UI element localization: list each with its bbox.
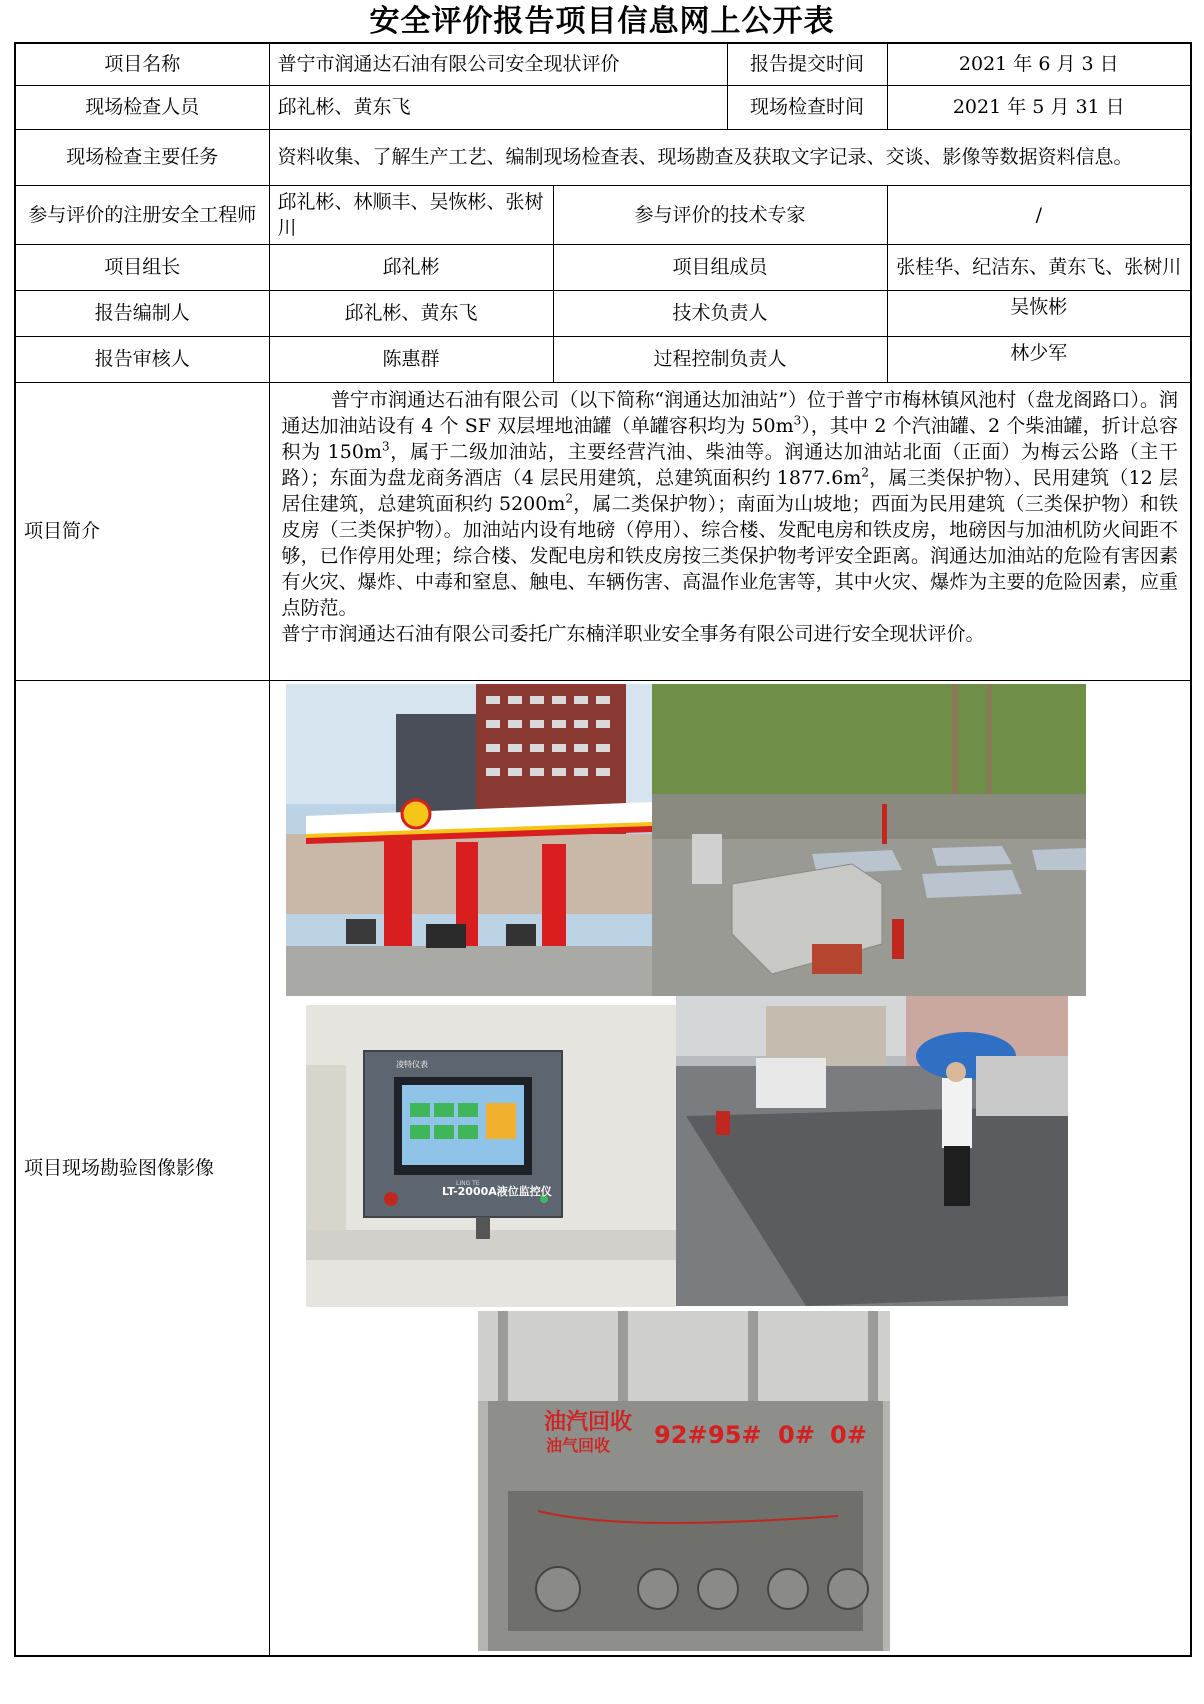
project-name-label: 项目名称: [15, 43, 269, 85]
well-label-1b: 油气回收: [545, 1435, 610, 1455]
photos-cell: [269, 680, 1191, 1656]
well-label-3: 95#: [707, 1420, 762, 1449]
info-table: [14, 42, 1192, 1657]
monitor-brand-text: 凌特仪表: [395, 1059, 428, 1069]
monitor-sub-text: LING TE: [455, 1179, 480, 1187]
photo-inspector: [676, 996, 1068, 1306]
leader-value: 邱礼彬: [269, 244, 553, 290]
submit-time-label: 报告提交时间: [727, 43, 887, 85]
inspect-time-label: 现场检查时间: [727, 85, 887, 129]
inspect-time-value: 2021 年 5 月 31 日: [887, 85, 1191, 129]
tech-lead-label: 技术负责人: [553, 290, 887, 336]
photo-level-monitor: [306, 1005, 676, 1307]
well-label-5: 0#: [829, 1420, 867, 1449]
engineers-label: 参与评价的注册安全工程师: [15, 185, 269, 244]
inspectors-label: 现场检查人员: [15, 85, 269, 129]
photo-station-canopy: [286, 684, 652, 996]
intro-paragraph-2: 普宁市润通达石油有限公司委托广东楠洋职业安全事务有限公司进行安全现状评价。: [281, 622, 985, 645]
process-lead-value: 林少军: [887, 336, 1191, 382]
compiler-label: 报告编制人: [15, 290, 269, 336]
monitor-model-text: LT-2000A液位监控仪: [441, 1184, 552, 1198]
inspectors-value: 邱礼彬、黄东飞: [269, 85, 727, 129]
engineers-value: 邱礼彬、林顺丰、吴恢彬、张树川: [269, 185, 553, 244]
members-value: 张桂华、纪洁东、黄东飞、张树川: [887, 244, 1191, 290]
tasks-value: 资料收集、了解生产工艺、编制现场检查表、现场勘查及获取文字记录、交谈、影像等数据资料信息。: [269, 129, 1191, 185]
reviewer-value: 陈惠群: [269, 336, 553, 382]
tasks-label: 现场检查主要任务: [15, 129, 269, 185]
submit-time-value: 2021 年 6 月 3 日: [887, 43, 1191, 85]
reviewer-label: 报告审核人: [15, 336, 269, 382]
tech-lead-value: 吴恢彬: [887, 290, 1191, 336]
compiler-value: 邱礼彬、黄东飞: [269, 290, 553, 336]
photo-recovery-well: [478, 1311, 890, 1651]
well-label-1: 油汽回收: [543, 1409, 632, 1435]
intro-text: [269, 382, 1191, 680]
intro-paragraph-1: 普宁市润通达石油有限公司（以下简称“润通达加油站”）位于普宁市梅林镇风池村（盘龙阁路口）。润通达加油站设有 4 个 SF 双层埋地油罐（单罐容积均为 $50m^3$），其中 2 个汽油罐、2 个柴油罐，折计总容积为 $150m^3$，属于二级加油站，主要经营汽油、柴油等。润通达加油站北面（正面）为梅云公路（主干路）；东面为盘龙商务酒店（4 层民用建筑，总建筑面积约 $1877.6m^2$，属三类保护物）、民用建筑（12 层居住建筑，总建筑面积约 $5200m^2$，属二类保护物）；南面为山坡地；西面为民用建筑（三类保护物）和铁皮房（三类保护物）。加油站内设有地磅（停用）、综合楼、发配电房和铁皮房，地磅因与加油机防火间距不够，已作停用处理；综合楼、发配电房和铁皮房按三类保护物考评安全距离。润通达加油站的危险有害因素有火灾、爆炸、中毒和窒息、触电、车辆伤害、高温作业危害等，其中火灾、爆炸为主要的危险因素，应重点防范。: [281, 388, 1179, 619]
experts-value: /: [887, 185, 1191, 244]
well-label-4: 0#: [777, 1420, 815, 1449]
photo-collage: [270, 681, 1170, 1653]
leader-label: 项目组长: [15, 244, 269, 290]
intro-label: 项目简介: [15, 382, 269, 680]
experts-label: 参与评价的技术专家: [553, 185, 887, 244]
members-label: 项目组成员: [553, 244, 887, 290]
page-title: 安全评价报告项目信息网上公开表: [369, 4, 835, 39]
well-label-2: 92#: [653, 1420, 708, 1449]
process-lead-label: 过程控制负责人: [553, 336, 887, 382]
project-name-value: 普宁市润通达石油有限公司安全现状评价: [269, 43, 727, 85]
photo-tank-area: [652, 684, 1086, 996]
photos-label: 项目现场勘验图像影像: [15, 680, 269, 1656]
